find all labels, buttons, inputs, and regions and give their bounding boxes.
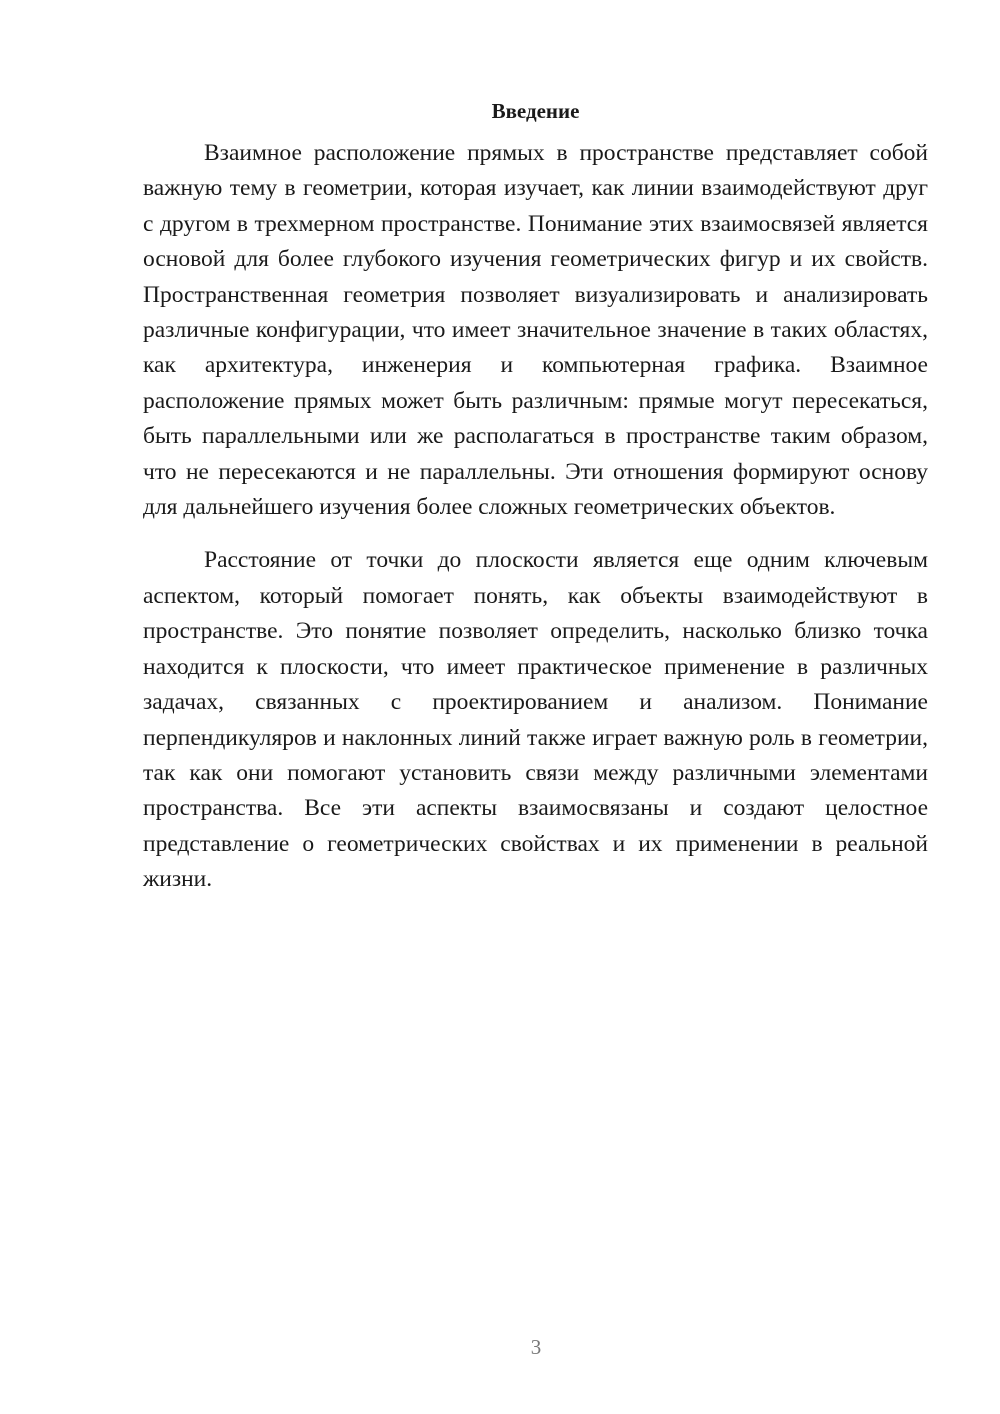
page-number: 3	[530, 1335, 542, 1359]
paragraph-1: Взаимное расположение прямых в пространстве представляет собой важную тему в геометрии, которая изучает, как линии взаимодействуют друг с другом в трехмерном пространстве. Понимание этих взаимосвязей является основой для более глубокого изучения геометрических фигур и их свойств. Пространственная геометрия позволяет визуализировать и анализировать различные конфигурации, что имеет значительное значение в таких областях, как архитектура, инженерия и компьютерная графика. Взаимное расположение прямых может быть различным: прямые могут пересекаться, быть параллельными или же располагаться в пространстве таким образом, что не пересекаются и не параллельны. Эти отношения формируют основу для дальнейшего изучения более сложных геометрических объектов.	[143, 140, 928, 521]
paragraph-2: Расстояние от точки до плоскости является еще одним ключевым аспектом, который помогает понять, как объекты взаимодействуют в пространстве. Это понятие позволяет определить, насколько близко точка находится к плоскости, что имеет практическое применение в различных задачах, связанных с проектированием и анализом. Понимание перпендикуляров и наклонных линий также играет важную роль в геометрии, так как они помогают установить связи между различными элементами пространства. Все эти аспекты взаимосвязаны и создают целостное представление о геометрических свойствах и их применении в реальной жизни.	[143, 547, 928, 893]
section-heading: Введение	[491, 99, 580, 123]
page-content	[143, 96, 928, 898]
